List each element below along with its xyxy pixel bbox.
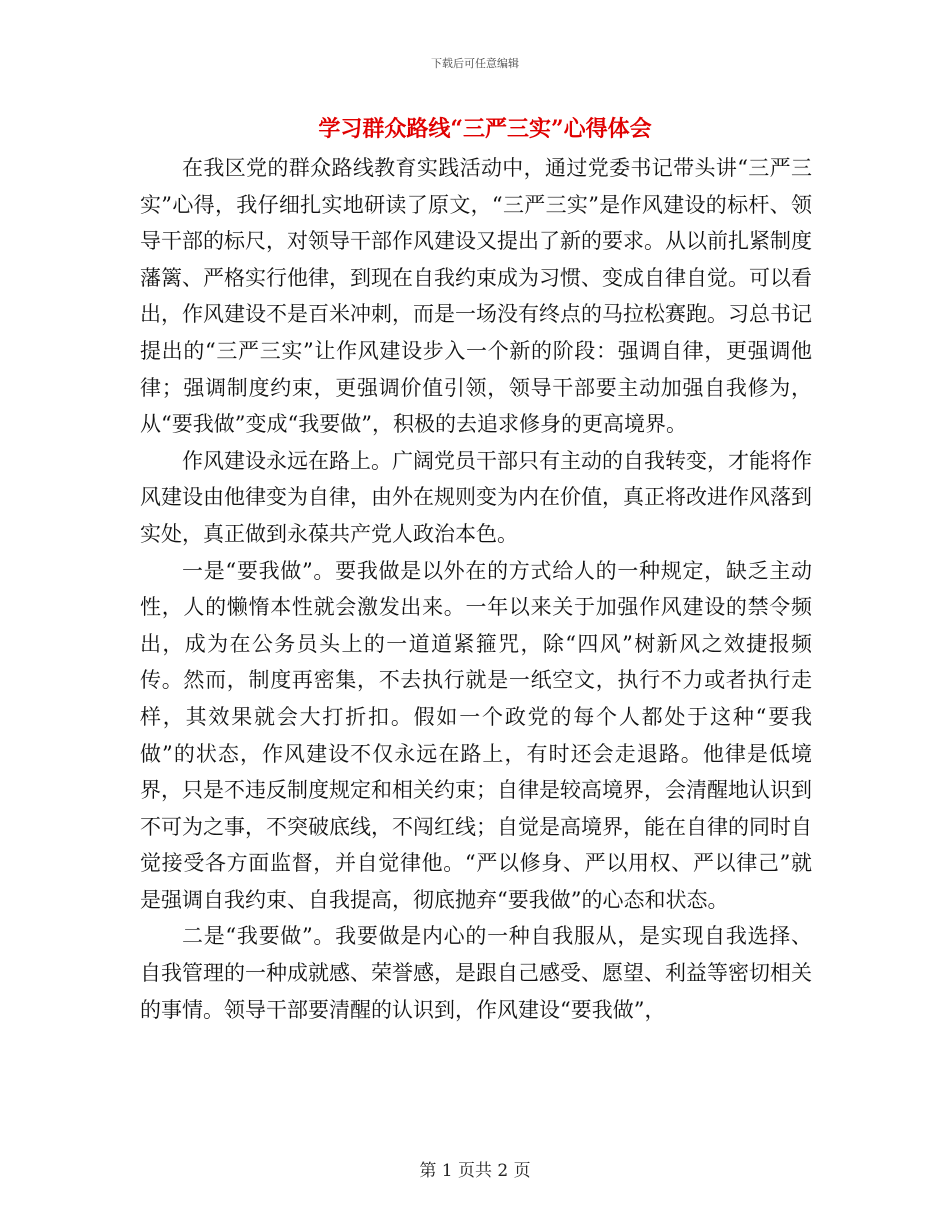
paragraph: 作风建设永远在路上。广阔党员干部只有主动的自我转变，才能将作风建设由他律变为自律，由外在规则变为内在价值，真正将改进作风落到实处，真正做到永葆共产党人政治本色。 <box>140 448 812 546</box>
paragraph: 在我区党的群众路线教育实践活动中，通过党委书记带头讲“三严三实”心得，我仔细扎实地研读了原文，“三严三实”是作风建设的标杆、领导干部的标尺，对领导干部作风建设又提出了新的要求。从以前扎紧制度藩篱、严格实行他律，到现在自我约束成为习惯、变成自律自觉。可以看出，作风建设不是百米冲刺，而是一场没有终点的马拉松赛跑。习总书记提出的“三严三实”让作风建设步入一个新的阶段：强调自律，更强调他律；强调制度约束，更强调价值引领，领导干部要主动加强自我修为，从“要我做”变成“我要做”，积极的去追求修身的更高境界。 <box>140 156 812 437</box>
document-title: 学习群众路线“三严三实”心得体会 <box>318 116 652 142</box>
document-body <box>140 150 812 1028</box>
page-header-note: 下载后可任意编辑 <box>431 57 519 70</box>
paragraph: 一是“要我做”。要我做是以外在的方式给人的一种规定，缺乏主动性，人的懒惰本性就会激发出来。一年以来关于加强作风建设的禁令频出，成为在公务员头上的一道道紧箍咒，除“四风”树新风之效捷报频传。然而，制度再密集，不去执行就是一纸空文，执行不力或者执行走样，其效果就会大打折扣。假如一个政党的每个人都处于这种“要我做”的状态，作风建设不仅永远在路上，有时还会走退路。他律是低境界，只是不违反制度规定和相关约束；自律是较高境界，会清醒地认识到不可为之事，不突破底线，不闯红线；自觉是高境界，能在自律的同时自觉接受各方面监督，并自觉律他。“严以修身、严以用权、严以律己”就是强调自我约束、自我提高，彻底抛弃“要我做”的心态和状态。 <box>140 558 812 912</box>
paragraph: 二是“我要做”。我要做是内心的一种自我服从，是实现自我选择、自我管理的一种成就感、荣誉感，是跟自己感受、愿望、利益等密切相关的事情。领导干部要清醒的认识到，作风建设“要我做”， <box>140 924 812 1022</box>
page-number: 第 1 页共 2 页 <box>419 1161 531 1181</box>
